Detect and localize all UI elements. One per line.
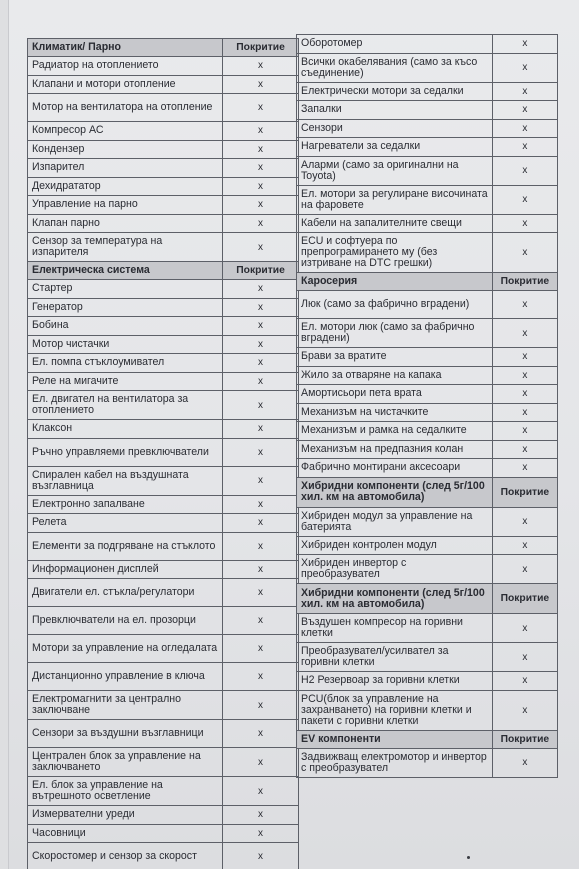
coverage-mark: x bbox=[492, 536, 557, 555]
coverage-row bbox=[28, 298, 299, 317]
component-name: Стартер bbox=[28, 280, 223, 299]
coverage-row bbox=[28, 579, 299, 607]
coverage-column-header: Покритие bbox=[492, 477, 557, 507]
coverage-row bbox=[28, 438, 299, 466]
component-name: PCU(блок за управление на захранването) на горивни клетки и пакети с горивни клетки bbox=[297, 690, 493, 730]
component-name: Жило за отваряне на капака bbox=[297, 366, 493, 385]
coverage-mark: x bbox=[223, 391, 299, 420]
coverage-mark: x bbox=[492, 555, 557, 584]
component-name: Информационен дисплей bbox=[28, 560, 223, 579]
coverage-row bbox=[297, 53, 558, 82]
component-name: Въздушен компресор на горивни клетки bbox=[297, 614, 493, 643]
coverage-mark: x bbox=[223, 317, 299, 336]
component-name: Мотор чистачки bbox=[28, 335, 223, 354]
coverage-mark: x bbox=[223, 560, 299, 579]
coverage-mark: x bbox=[492, 403, 557, 422]
component-name: Елементи за подгряване на стъклото bbox=[28, 532, 223, 560]
coverage-row bbox=[28, 372, 299, 391]
component-name: Брави за вратите bbox=[297, 348, 493, 367]
coverage-row bbox=[297, 101, 558, 120]
component-name: Запалки bbox=[297, 101, 493, 120]
coverage-mark: x bbox=[223, 233, 299, 262]
coverage-row bbox=[297, 156, 558, 185]
coverage-row bbox=[28, 214, 299, 233]
coverage-row bbox=[297, 748, 558, 777]
coverage-row bbox=[297, 403, 558, 422]
coverage-mark: x bbox=[492, 214, 557, 233]
coverage-row bbox=[28, 514, 299, 533]
coverage-row bbox=[28, 233, 299, 262]
coverage-mark: x bbox=[492, 53, 557, 82]
coverage-mark: x bbox=[223, 635, 299, 663]
coverage-row bbox=[28, 177, 299, 196]
coverage-row bbox=[28, 196, 299, 215]
component-name: Задвижващ електромотор и инвертор с преобразувател bbox=[297, 748, 493, 777]
coverage-mark: x bbox=[492, 690, 557, 730]
section-header-row bbox=[297, 584, 558, 614]
component-name: Компресор АС bbox=[28, 122, 223, 141]
coverage-mark: x bbox=[223, 420, 299, 439]
coverage-row bbox=[28, 560, 299, 579]
component-name: Централен блок за управление на заключването bbox=[28, 748, 223, 777]
coverage-mark: x bbox=[492, 319, 557, 348]
coverage-row bbox=[28, 280, 299, 299]
coverage-mark: x bbox=[492, 138, 557, 157]
coverage-column-header: Покритие bbox=[223, 39, 299, 57]
coverage-row bbox=[297, 35, 558, 54]
coverage-row bbox=[297, 555, 558, 584]
component-name: Електронно запалване bbox=[28, 495, 223, 514]
coverage-mark: x bbox=[492, 459, 557, 478]
coverage-row bbox=[28, 824, 299, 843]
component-name: Хибриден инвертор с преобразувател bbox=[297, 555, 493, 584]
section-header-row bbox=[28, 262, 299, 280]
coverage-row bbox=[297, 319, 558, 348]
coverage-mark: x bbox=[223, 57, 299, 76]
component-name: Бобина bbox=[28, 317, 223, 336]
coverage-row bbox=[297, 690, 558, 730]
coverage-mark: x bbox=[223, 438, 299, 466]
coverage-mark: x bbox=[223, 748, 299, 777]
coverage-mark: x bbox=[223, 75, 299, 94]
component-name: Електрически мотори за седалки bbox=[297, 82, 493, 101]
section-title: Климатик/ Парно bbox=[28, 39, 223, 57]
coverage-column-header: Покритие bbox=[492, 273, 557, 291]
coverage-mark: x bbox=[492, 643, 557, 672]
component-name: Сензори bbox=[297, 119, 493, 138]
document-page bbox=[8, 0, 579, 869]
component-name: Ел. мотори люк (само за фабрично вградени) bbox=[297, 319, 493, 348]
coverage-mark: x bbox=[492, 348, 557, 367]
coverage-row bbox=[28, 354, 299, 373]
coverage-row bbox=[297, 672, 558, 691]
coverage-mark: x bbox=[492, 748, 557, 777]
coverage-row bbox=[28, 159, 299, 178]
left-coverage-column bbox=[27, 38, 299, 869]
component-name: Кабели на запалителните свещи bbox=[297, 214, 493, 233]
coverage-row bbox=[28, 806, 299, 825]
coverage-row bbox=[28, 57, 299, 76]
coverage-row bbox=[297, 348, 558, 367]
component-name: Сензор за температура на изпарителя bbox=[28, 233, 223, 262]
component-name: Спирален кабел на въздушната възглавница bbox=[28, 466, 223, 495]
coverage-row bbox=[297, 366, 558, 385]
coverage-mark: x bbox=[223, 843, 299, 869]
coverage-row bbox=[28, 335, 299, 354]
coverage-row bbox=[28, 75, 299, 94]
coverage-mark: x bbox=[223, 514, 299, 533]
component-name: Механизъм на предпазния колан bbox=[297, 440, 493, 459]
component-name: Нагреватели за седалки bbox=[297, 138, 493, 157]
coverage-mark: x bbox=[492, 156, 557, 185]
coverage-mark: x bbox=[492, 101, 557, 120]
coverage-mark: x bbox=[223, 579, 299, 607]
coverage-row bbox=[28, 94, 299, 122]
component-name: Сензори за въздушни възглавници bbox=[28, 720, 223, 748]
coverage-row bbox=[297, 507, 558, 536]
component-name: H2 Резервоар за горивни клетки bbox=[297, 672, 493, 691]
coverage-row bbox=[297, 536, 558, 555]
coverage-row bbox=[297, 82, 558, 101]
coverage-row bbox=[28, 495, 299, 514]
section-title: EV компоненти bbox=[297, 730, 493, 748]
component-name: Мотор на вентилатора на отопление bbox=[28, 94, 223, 122]
coverage-mark: x bbox=[492, 385, 557, 404]
component-name: Реле на мигачите bbox=[28, 372, 223, 391]
coverage-row bbox=[297, 138, 558, 157]
right-coverage-column bbox=[296, 34, 558, 778]
coverage-row bbox=[28, 607, 299, 635]
coverage-column-header: Покритие bbox=[223, 262, 299, 280]
coverage-row bbox=[28, 532, 299, 560]
component-name: Преобразувател/усилвател за горивни клетки bbox=[297, 643, 493, 672]
coverage-mark: x bbox=[492, 185, 557, 214]
coverage-mark: x bbox=[223, 214, 299, 233]
component-name: Аларми (само за оригинални на Toyota) bbox=[297, 156, 493, 185]
coverage-row bbox=[28, 317, 299, 336]
component-name: Клапан парно bbox=[28, 214, 223, 233]
component-name: Радиатор на отоплението bbox=[28, 57, 223, 76]
coverage-mark: x bbox=[223, 122, 299, 141]
coverage-mark: x bbox=[223, 824, 299, 843]
coverage-row bbox=[28, 635, 299, 663]
coverage-row bbox=[297, 385, 558, 404]
component-name: Механизъм на чистачките bbox=[297, 403, 493, 422]
component-name: Ел. мотори за регулиране височината на фаровете bbox=[297, 185, 493, 214]
component-name: Хибриден контролен модул bbox=[297, 536, 493, 555]
component-name: Ръчно управляеми превключватели bbox=[28, 438, 223, 466]
coverage-row bbox=[28, 720, 299, 748]
coverage-row bbox=[297, 643, 558, 672]
coverage-mark: x bbox=[223, 466, 299, 495]
coverage-mark: x bbox=[223, 532, 299, 560]
coverage-row bbox=[28, 391, 299, 420]
coverage-row bbox=[28, 663, 299, 691]
component-name: Механизъм и рамка на седалките bbox=[297, 422, 493, 441]
component-name: Хибриден модул за управление на батерията bbox=[297, 507, 493, 536]
coverage-mark: x bbox=[223, 663, 299, 691]
coverage-mark: x bbox=[223, 495, 299, 514]
coverage-mark: x bbox=[223, 196, 299, 215]
section-title: Електрическа система bbox=[28, 262, 223, 280]
coverage-row bbox=[297, 185, 558, 214]
component-name: Генератор bbox=[28, 298, 223, 317]
component-name: Клаксон bbox=[28, 420, 223, 439]
coverage-row bbox=[297, 422, 558, 441]
right-coverage-table bbox=[296, 34, 558, 778]
coverage-mark: x bbox=[223, 94, 299, 122]
component-name: Превключватели на ел. прозорци bbox=[28, 607, 223, 635]
section-title: Хибридни компоненти (след 5г/100 хил. км на автомобила) bbox=[297, 584, 493, 614]
coverage-mark: x bbox=[223, 298, 299, 317]
component-name: Часовници bbox=[28, 824, 223, 843]
component-name: Фабрично монтирани аксесоари bbox=[297, 459, 493, 478]
component-name: Дистанционно управление в ключа bbox=[28, 663, 223, 691]
coverage-row bbox=[297, 614, 558, 643]
coverage-mark: x bbox=[492, 672, 557, 691]
component-name: Люк (само за фабрично вградени) bbox=[297, 291, 493, 319]
coverage-row bbox=[297, 119, 558, 138]
section-header-row bbox=[297, 477, 558, 507]
component-name: Клапани и мотори отопление bbox=[28, 75, 223, 94]
coverage-mark: x bbox=[223, 280, 299, 299]
coverage-mark: x bbox=[492, 233, 557, 273]
component-name: Измервателни уреди bbox=[28, 806, 223, 825]
coverage-column-header: Покритие bbox=[492, 584, 557, 614]
coverage-mark: x bbox=[223, 720, 299, 748]
coverage-mark: x bbox=[223, 354, 299, 373]
coverage-row bbox=[297, 214, 558, 233]
coverage-mark: x bbox=[492, 507, 557, 536]
coverage-mark: x bbox=[492, 35, 557, 54]
section-title: Хибридни компоненти (след 5г/100 хил. км на автомобила) bbox=[297, 477, 493, 507]
coverage-row bbox=[297, 233, 558, 273]
left-coverage-table bbox=[27, 38, 299, 869]
component-name: Мотори за управление на огледалата bbox=[28, 635, 223, 663]
component-name: Двигатели ел. стъкла/регулатори bbox=[28, 579, 223, 607]
coverage-mark: x bbox=[223, 777, 299, 806]
coverage-mark: x bbox=[492, 422, 557, 441]
coverage-row bbox=[28, 843, 299, 869]
page-speck bbox=[467, 856, 470, 859]
coverage-mark: x bbox=[492, 82, 557, 101]
coverage-row bbox=[28, 466, 299, 495]
coverage-mark: x bbox=[223, 159, 299, 178]
coverage-row bbox=[28, 691, 299, 720]
coverage-column-header: Покритие bbox=[492, 730, 557, 748]
coverage-row bbox=[28, 122, 299, 141]
coverage-mark: x bbox=[223, 691, 299, 720]
section-header-row bbox=[297, 273, 558, 291]
section-title: Каросерия bbox=[297, 273, 493, 291]
component-name: Ел. помпа стъклоумивател bbox=[28, 354, 223, 373]
coverage-mark: x bbox=[223, 607, 299, 635]
component-name: Оборотомер bbox=[297, 35, 493, 54]
component-name: Кондензер bbox=[28, 140, 223, 159]
coverage-row bbox=[28, 748, 299, 777]
component-name: Ел. двигател на вентилатора за отоплението bbox=[28, 391, 223, 420]
coverage-row bbox=[297, 459, 558, 478]
component-name: Изпарител bbox=[28, 159, 223, 178]
coverage-mark: x bbox=[223, 140, 299, 159]
section-header-row bbox=[297, 730, 558, 748]
component-name: Ел. блок за управление на вътрешното осветление bbox=[28, 777, 223, 806]
coverage-row bbox=[28, 420, 299, 439]
coverage-mark: x bbox=[492, 366, 557, 385]
component-name: Дехидрататор bbox=[28, 177, 223, 196]
coverage-mark: x bbox=[492, 119, 557, 138]
component-name: Скоростомер и сензор за скорост bbox=[28, 843, 223, 869]
coverage-row bbox=[297, 291, 558, 319]
component-name: Всички окабелявания (само за късо съединение) bbox=[297, 53, 493, 82]
component-name: Релета bbox=[28, 514, 223, 533]
coverage-mark: x bbox=[492, 291, 557, 319]
component-name: Електромагнити за централно заключване bbox=[28, 691, 223, 720]
section-header-row bbox=[28, 39, 299, 57]
component-name: ECU и софтуера по препрограмирането му (без изтриване на DTC грешки) bbox=[297, 233, 493, 273]
coverage-mark: x bbox=[223, 177, 299, 196]
coverage-mark: x bbox=[492, 614, 557, 643]
coverage-mark: x bbox=[223, 372, 299, 391]
coverage-row bbox=[28, 140, 299, 159]
component-name: Управление на парно bbox=[28, 196, 223, 215]
coverage-row bbox=[28, 777, 299, 806]
coverage-mark: x bbox=[492, 440, 557, 459]
coverage-row bbox=[297, 440, 558, 459]
coverage-mark: x bbox=[223, 806, 299, 825]
coverage-mark: x bbox=[223, 335, 299, 354]
component-name: Амортисьори пета врата bbox=[297, 385, 493, 404]
